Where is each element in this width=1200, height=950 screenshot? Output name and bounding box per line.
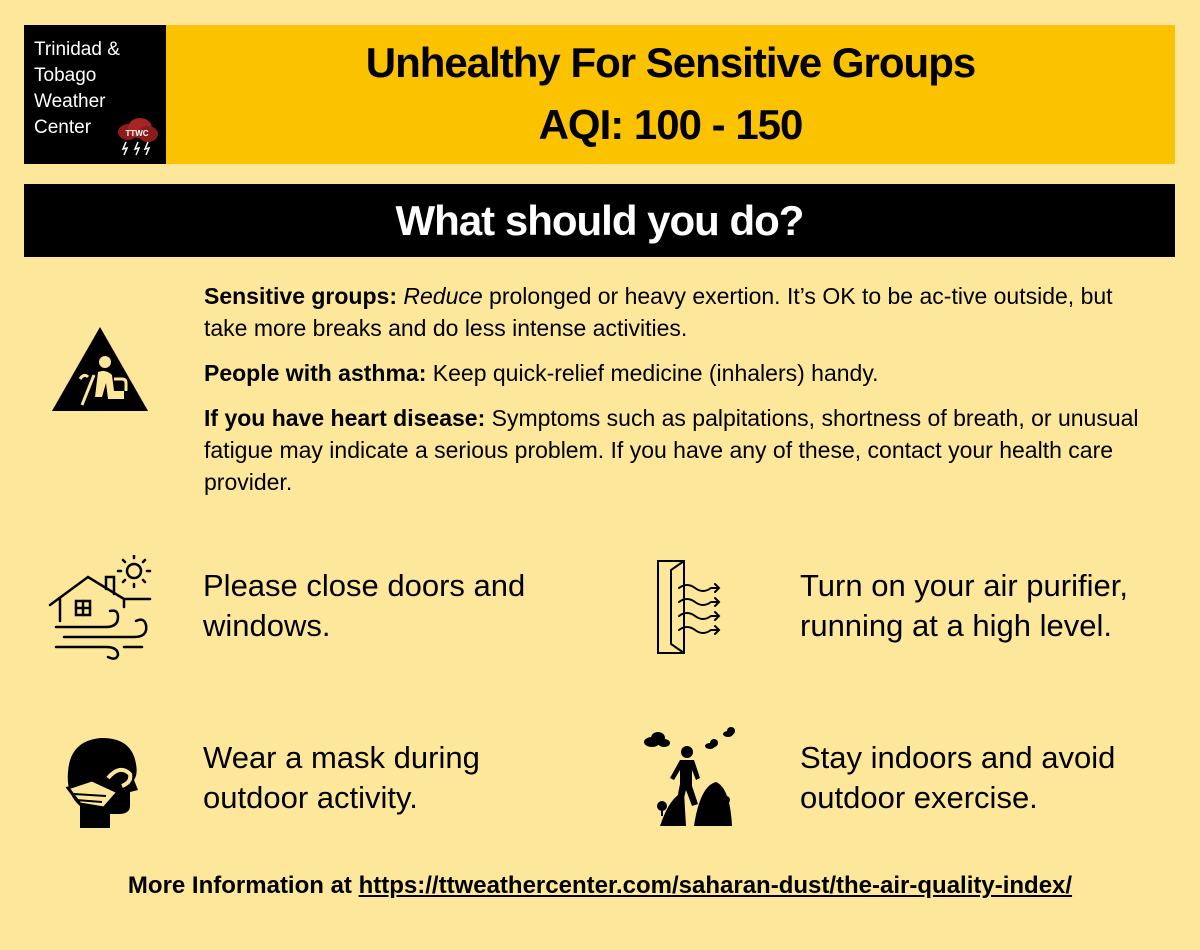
tip-stay-indoors: Stay indoors and avoid outdoor exercise. [800,740,1116,815]
info-link[interactable]: https://ttweathercenter.com/saharan-dust/the-air-quality-index/ [358,872,1073,899]
guidance-text: prolonged or heavy exertion. It’s OK to be ac-tive outside, but take more breaks and do less intense activities. [204,283,1113,341]
tip-close-doors: Please close doors and windows. [203,568,526,643]
guidance-list [204,280,1154,511]
guidance-emphasis: Reduce [403,283,483,309]
house-wind-icon [46,555,154,661]
tip-mask: Wear a mask during outdoor activity. [203,740,480,815]
logo-line: Trinidad & [34,39,120,60]
aqi-banner [166,25,1175,164]
guidance-item [204,280,1154,344]
logo-line: Tobago [34,65,97,86]
guidance-item [204,402,1154,498]
guidance-label: If you have heart disease: [204,405,486,431]
banner-title: Unhealthy For Sensitive Groups [365,39,976,86]
guidance-item [204,357,1154,389]
runner-outdoors-icon [640,726,740,826]
guidance-text: Symptoms such as palpitations, shortness of breath, or unusual fatigue may indicate a serious problem. If you have any of these, contact your health care provider. [204,405,1139,495]
tip-air-purifier: Turn on your air purifier, running at a high level. [800,568,1128,643]
mask-face-icon [60,734,140,830]
warning-elderly-icon [50,325,150,413]
svg-text:TTWC: TTWC [125,129,149,138]
guidance-label: People with asthma: [204,360,427,386]
footer-info [0,872,1200,900]
footer-prefix: More Information at [127,872,359,899]
logo-line: Center [34,117,92,138]
guidance-text: Keep quick-relief medicine (inhalers) handy. [426,360,879,386]
logo-line: Weather [34,91,106,112]
storm-cloud-logo-icon [114,116,160,156]
air-purifier-icon [655,558,725,656]
aqi-range: AQI: 100 - 150 [538,101,803,148]
section-header: What should you do? [24,184,1175,257]
logo-block [24,25,166,164]
guidance-label: Sensitive groups: [204,283,397,309]
